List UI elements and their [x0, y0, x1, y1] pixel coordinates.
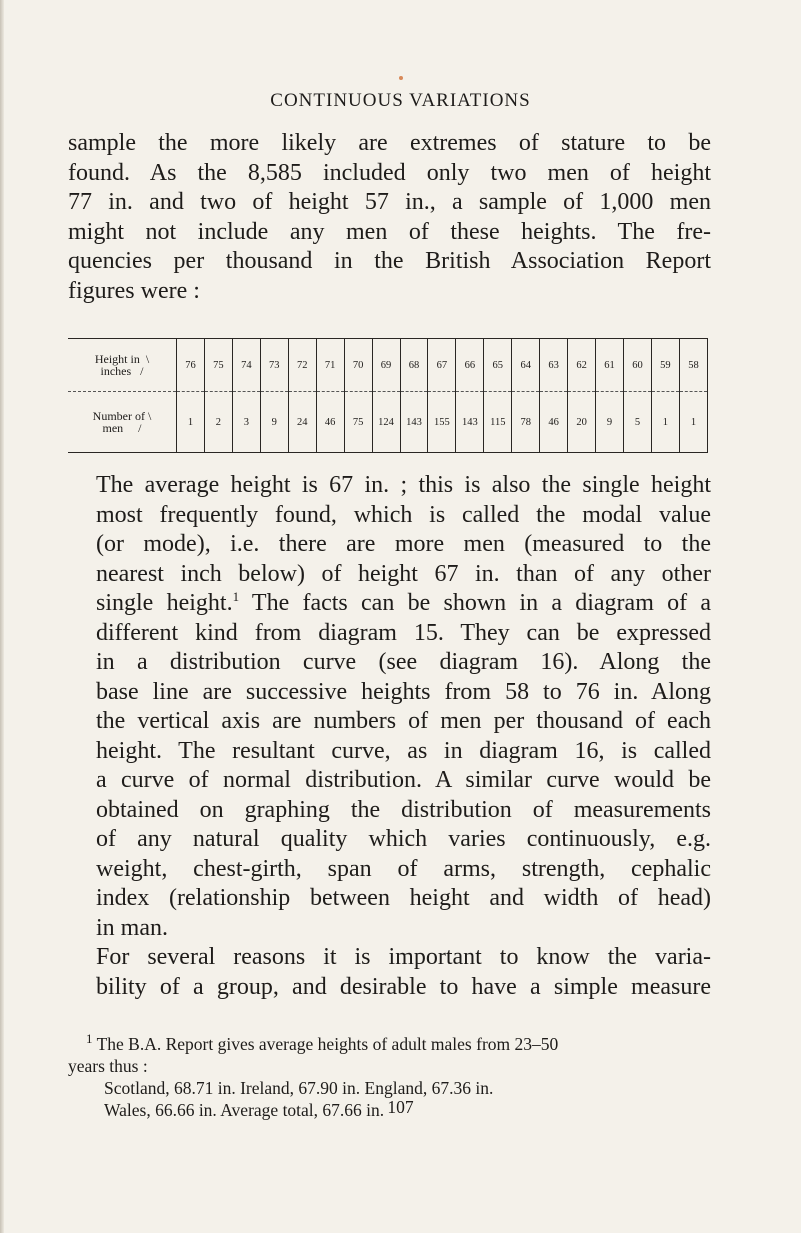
height-cell: 75: [204, 339, 232, 392]
height-cell: 74: [232, 339, 260, 392]
text-line: obtained on graphing the distribution of measurements: [96, 796, 711, 823]
text-line: in a distribution curve (see diagram 16). Along the: [96, 649, 711, 675]
text-line-with-footnote: single height.$^1$ The facts can be shown in a diagram of a: [96, 589, 711, 616]
count-cell: 1: [651, 392, 679, 453]
count-cell: 155: [428, 392, 456, 453]
text-line: different kind from diagram 15. They can be expressed: [96, 619, 711, 646]
count-cell: 9: [260, 392, 288, 453]
height-cell: 76: [177, 339, 205, 392]
text-line: of any natural quality which varies continuously, e.g.: [96, 826, 711, 852]
book-spine-shadow: [0, 0, 4, 1233]
height-cell: 60: [624, 339, 652, 392]
count-cell: 3: [232, 392, 260, 453]
text-line: found. As the 8,585 included only two men of height: [68, 159, 711, 186]
height-cell: 69: [372, 339, 400, 392]
text-line: in man.: [96, 914, 168, 941]
paragraph-2: [68, 471, 711, 1002]
ink-mark: [399, 76, 403, 80]
text-line: weight, chest-girth, span of arms, strength, cephalic: [96, 855, 711, 882]
text-line: The average height is 67 in. ; this is also the single height: [96, 472, 711, 498]
count-cell: 46: [316, 392, 344, 453]
height-cell: 67: [428, 339, 456, 392]
text-line: figures were :: [68, 277, 200, 304]
count-cell: 46: [540, 392, 568, 453]
count-cell: 143: [400, 392, 428, 453]
height-cell: 71: [316, 339, 344, 392]
text-line: a curve of normal distribution. A similar curve would be: [96, 767, 711, 793]
row-label-count: Number of \ men /: [92, 409, 152, 435]
footnote-ref: 1: [232, 589, 240, 604]
text-line: most frequently found, which is called the modal value: [96, 501, 711, 528]
height-cell: 64: [512, 339, 540, 392]
footnote-line: years thus :: [68, 1056, 148, 1076]
count-cell: 1: [679, 392, 707, 453]
text-line: sample the more likely are extremes of stature to be: [68, 130, 711, 156]
page-number: 107: [387, 1097, 414, 1117]
text-line: base line are successive heights from 58 to 76 in. Along: [96, 678, 711, 705]
paragraph-1: [68, 129, 711, 306]
footnote-mark: 1: [86, 1031, 93, 1047]
text-line: For several reasons it is important to know the varia-: [96, 944, 711, 970]
count-cell: 24: [288, 392, 316, 453]
height-cell: 59: [651, 339, 679, 392]
height-cell: 73: [260, 339, 288, 392]
count-cell: 143: [456, 392, 484, 453]
footnote: $^1$ The B.A. Report gives average heights of adult males from 23–50 years thus : Scotland, 68.71 in. Ireland, 67.90 in. England, 67.36 in. Wales, 66.66 in. Average total, 67.66 in.: [68, 1033, 711, 1121]
height-cell: 70: [344, 339, 372, 392]
footnote-line: Scotland, 68.71 in. Ireland, 67.90 in. England, 67.36 in.: [104, 1078, 494, 1098]
count-cell: 20: [568, 392, 596, 453]
count-cell: 5: [624, 392, 652, 453]
text-line: quencies per thousand in the British Association Report: [68, 248, 711, 274]
table-row-counts: [68, 392, 708, 453]
text-line: 77 in. and two of height 57 in., a sample of 1,000 men: [68, 189, 711, 215]
height-cell: 62: [568, 339, 596, 392]
text-line: nearest inch below) of height 67 in. than of any other: [96, 560, 711, 587]
row-label-height: Height in \ inches /: [68, 339, 177, 392]
count-cell: 115: [484, 392, 512, 453]
height-cell: 63: [540, 339, 568, 392]
running-head: CONTINUOUS VARIATIONS: [270, 90, 531, 111]
count-cell: 9: [596, 392, 624, 453]
text-line: (or mode), i.e. there are more men (measured to the: [96, 531, 711, 557]
count-cell: 78: [512, 392, 540, 453]
height-cell: 65: [484, 339, 512, 392]
height-cell: 58: [679, 339, 707, 392]
text-line: might not include any men of these heights. The fre-: [68, 218, 711, 245]
height-cell: 61: [596, 339, 624, 392]
count-cell: 1: [177, 392, 205, 453]
text-line: the vertical axis are numbers of men per thousand of each: [96, 708, 711, 734]
text-line: index (relationship between height and width of head): [96, 885, 711, 911]
table-row-heights: [68, 339, 708, 392]
frequency-table: [68, 338, 708, 452]
text-line: bility of a group, and desirable to have a simple measure: [96, 973, 711, 1000]
paragraph-3: [68, 943, 711, 1002]
height-cell: 68: [400, 339, 428, 392]
count-cell: 75: [344, 392, 372, 453]
text-line: height. The resultant curve, as in diagram 16, is called: [96, 737, 711, 764]
height-cell: 72: [288, 339, 316, 392]
count-cell: 124: [372, 392, 400, 453]
height-cell: 66: [456, 339, 484, 392]
footnote-line: Wales, 66.66 in. Average total, 67.66 in.: [104, 1100, 385, 1120]
count-cell: 2: [204, 392, 232, 453]
